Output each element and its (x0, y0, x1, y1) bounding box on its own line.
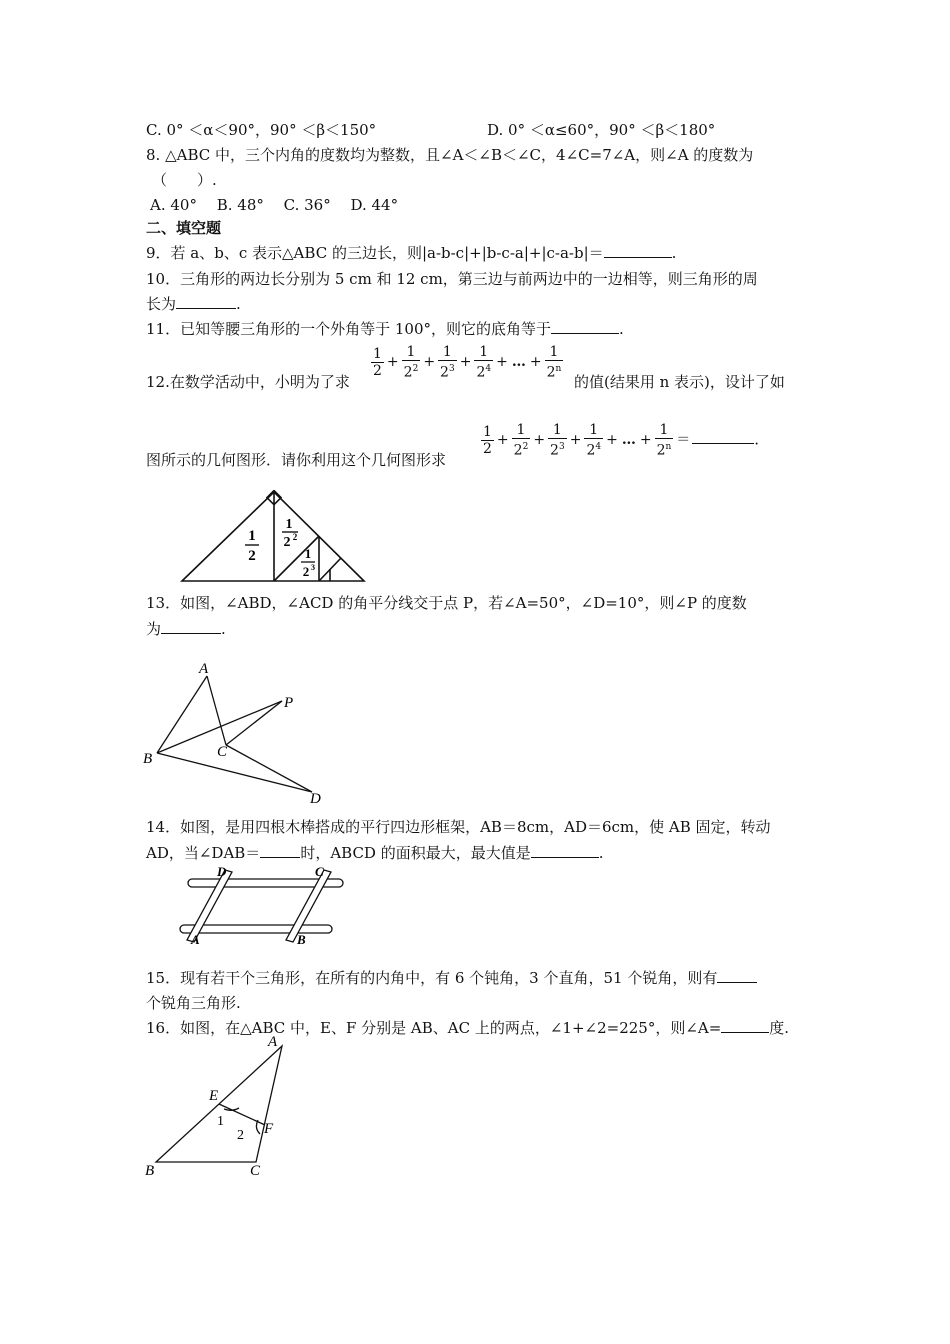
svg-text:B: B (297, 932, 306, 947)
q15-text2: 个锐角三角形. (146, 994, 241, 1012)
q12-text1: 12.在数学活动中，小明为了求 (146, 373, 350, 391)
q14-figure (175, 862, 350, 950)
svg-text:D: D (217, 864, 227, 879)
svg-text:1: 1 (248, 528, 256, 544)
svg-text:D: D (310, 791, 321, 805)
ellipsis: … (511, 354, 526, 371)
q8-options: A. 40° B. 48° C. 36° D. 44° (150, 196, 399, 214)
q10-line2 (146, 294, 241, 314)
q11-line (146, 319, 624, 339)
q10-text2: 长为 (146, 295, 177, 313)
q14-text1: 14．如图，是用四根木棒搭成的平行四边形框架，AB＝8cm，AD＝6cm，使 AB 固定，转动 (146, 818, 771, 836)
q13-line2: 为 . (146, 620, 226, 638)
q14-text2b: 时，ABCD 的面积最大，最大值是 (300, 844, 531, 862)
svg-text:F: F (264, 1121, 274, 1137)
svg-text:1: 1 (304, 546, 312, 561)
frac-n: $\frac{1}{2^n}$ (546, 344, 562, 381)
q16-blank[interactable] (721, 1018, 769, 1033)
frac-4: $\frac{1}{2^4}$ (476, 344, 492, 381)
q16-text: 16．如图，在△ABC 中，E、F 分别是 AB、AC 上的两点，∠1+∠2=225°，则∠A= (146, 1019, 722, 1037)
q12-text3: 图所示的几何图形．请你利用这个几何图形求 (146, 451, 447, 469)
q13-blank[interactable] (161, 619, 221, 634)
q14-text2a: AD，当∠DAB＝ (146, 844, 261, 862)
q13-figure (140, 655, 330, 805)
q11-blank[interactable] (551, 319, 619, 334)
q15-blank[interactable] (717, 968, 757, 983)
svg-text:E: E (209, 1088, 219, 1104)
q8-text1: 8. △ABC 中，三个内角的度数均为整数，且∠A＜∠B＜∠C，4∠C=7∠A，则∠A 的度数为 (146, 146, 754, 164)
q15-text1: 15．现有若干个三角形，在所有的内角中，有 6 个钝角，3 个直角，51 个锐角，则有 (146, 969, 718, 987)
q7-option-c: C. 0° ＜α＜90°，90° ＜β＜150° (146, 121, 377, 139)
svg-text:2: 2 (237, 1128, 244, 1143)
frac-1: $\frac{1}{2}$ (373, 345, 382, 379)
svg-text:1: 1 (217, 1114, 224, 1129)
q9-end: . (671, 244, 677, 262)
q7-option-d: D. 0° ＜α≤60°，90° ＜β＜180° (487, 121, 716, 139)
svg-text:B: B (143, 751, 153, 767)
svg-text:P: P (284, 695, 294, 711)
svg-text:2: 2 (302, 564, 310, 579)
svg-text:A: A (191, 932, 200, 947)
q12-series-2: $\frac{1}{2}$ + $\frac{1}{2^2}$ + $\frac{1}{2^3}$ + $\frac{1}{2^4}$ + … + $\frac{1}{2^n}$ ＝ . (483, 422, 760, 459)
q12-text2: 的值(结果用 n 表示)，设计了如 (574, 373, 785, 391)
svg-text:A: A (199, 661, 209, 677)
svg-text:B: B (145, 1163, 155, 1179)
big-triangle (182, 492, 364, 581)
q14-blank-area[interactable] (531, 843, 599, 858)
q16-line: 16．如图，在△ABC 中，E、F 分别是 AB、AC 上的两点，∠1+∠2=225°，则∠A= 度. (146, 1019, 790, 1037)
svg-text:C: C (250, 1163, 261, 1179)
svg-text:3: 3 (311, 563, 315, 572)
q15-line1 (146, 968, 757, 988)
q8-text2: （ ）. (152, 171, 217, 189)
svg-text:2: 2 (292, 532, 298, 542)
q12-figure (180, 490, 366, 584)
section-heading: 二、填空题 (146, 219, 222, 237)
q13-text2: 为 (146, 620, 162, 638)
svg-text:C: C (217, 744, 228, 760)
svg-text:1: 1 (285, 517, 293, 532)
q16-figure (140, 1032, 300, 1182)
q9-line (146, 243, 676, 263)
q9-blank[interactable] (604, 243, 672, 258)
q11-end: . (619, 320, 624, 338)
q13-text1: 13．如图，∠ABD，∠ACD 的角平分线交于点 P，若∠A=50°，∠D=10°，则∠P 的度数 (146, 594, 747, 612)
q9-text: 9．若 a、b、c 表示△ABC 的三边长，则|a-b-c|+|b-c-a|+|c-a-b|＝ (146, 244, 604, 262)
q12-blank[interactable] (692, 429, 754, 444)
q10-blank[interactable] (176, 294, 236, 309)
q14-line2: AD，当∠DAB＝ 时，ABCD 的面积最大，最大值是 . (146, 844, 604, 862)
svg-text:A: A (268, 1034, 278, 1050)
frac-2: $\frac{1}{2^2}$ (403, 344, 419, 381)
q10-end: . (236, 295, 241, 313)
equals: ＝ (676, 432, 691, 449)
frac-3: $\frac{1}{2^3}$ (440, 344, 455, 381)
svg-text:2: 2 (283, 535, 291, 550)
q11-text: 11．已知等腰三角形的一个外角等于 100°，则它的底角等于 (146, 320, 551, 338)
svg-text:C: C (315, 864, 324, 879)
q14-blank-angle[interactable] (260, 843, 300, 858)
q10-text1: 10．三角形的两边长分别为 5 cm 和 12 cm，第三边与前两边中的一边相等，则三角形的周 (146, 270, 758, 288)
q12-series-1: $\frac{1}{2}$ + $\frac{1}{2^2}$ + $\frac{1}{2^3}$ + $\frac{1}{2^4}$ + … + $\frac{1}{2^n}$ (373, 344, 562, 381)
svg-text:2: 2 (248, 548, 256, 564)
